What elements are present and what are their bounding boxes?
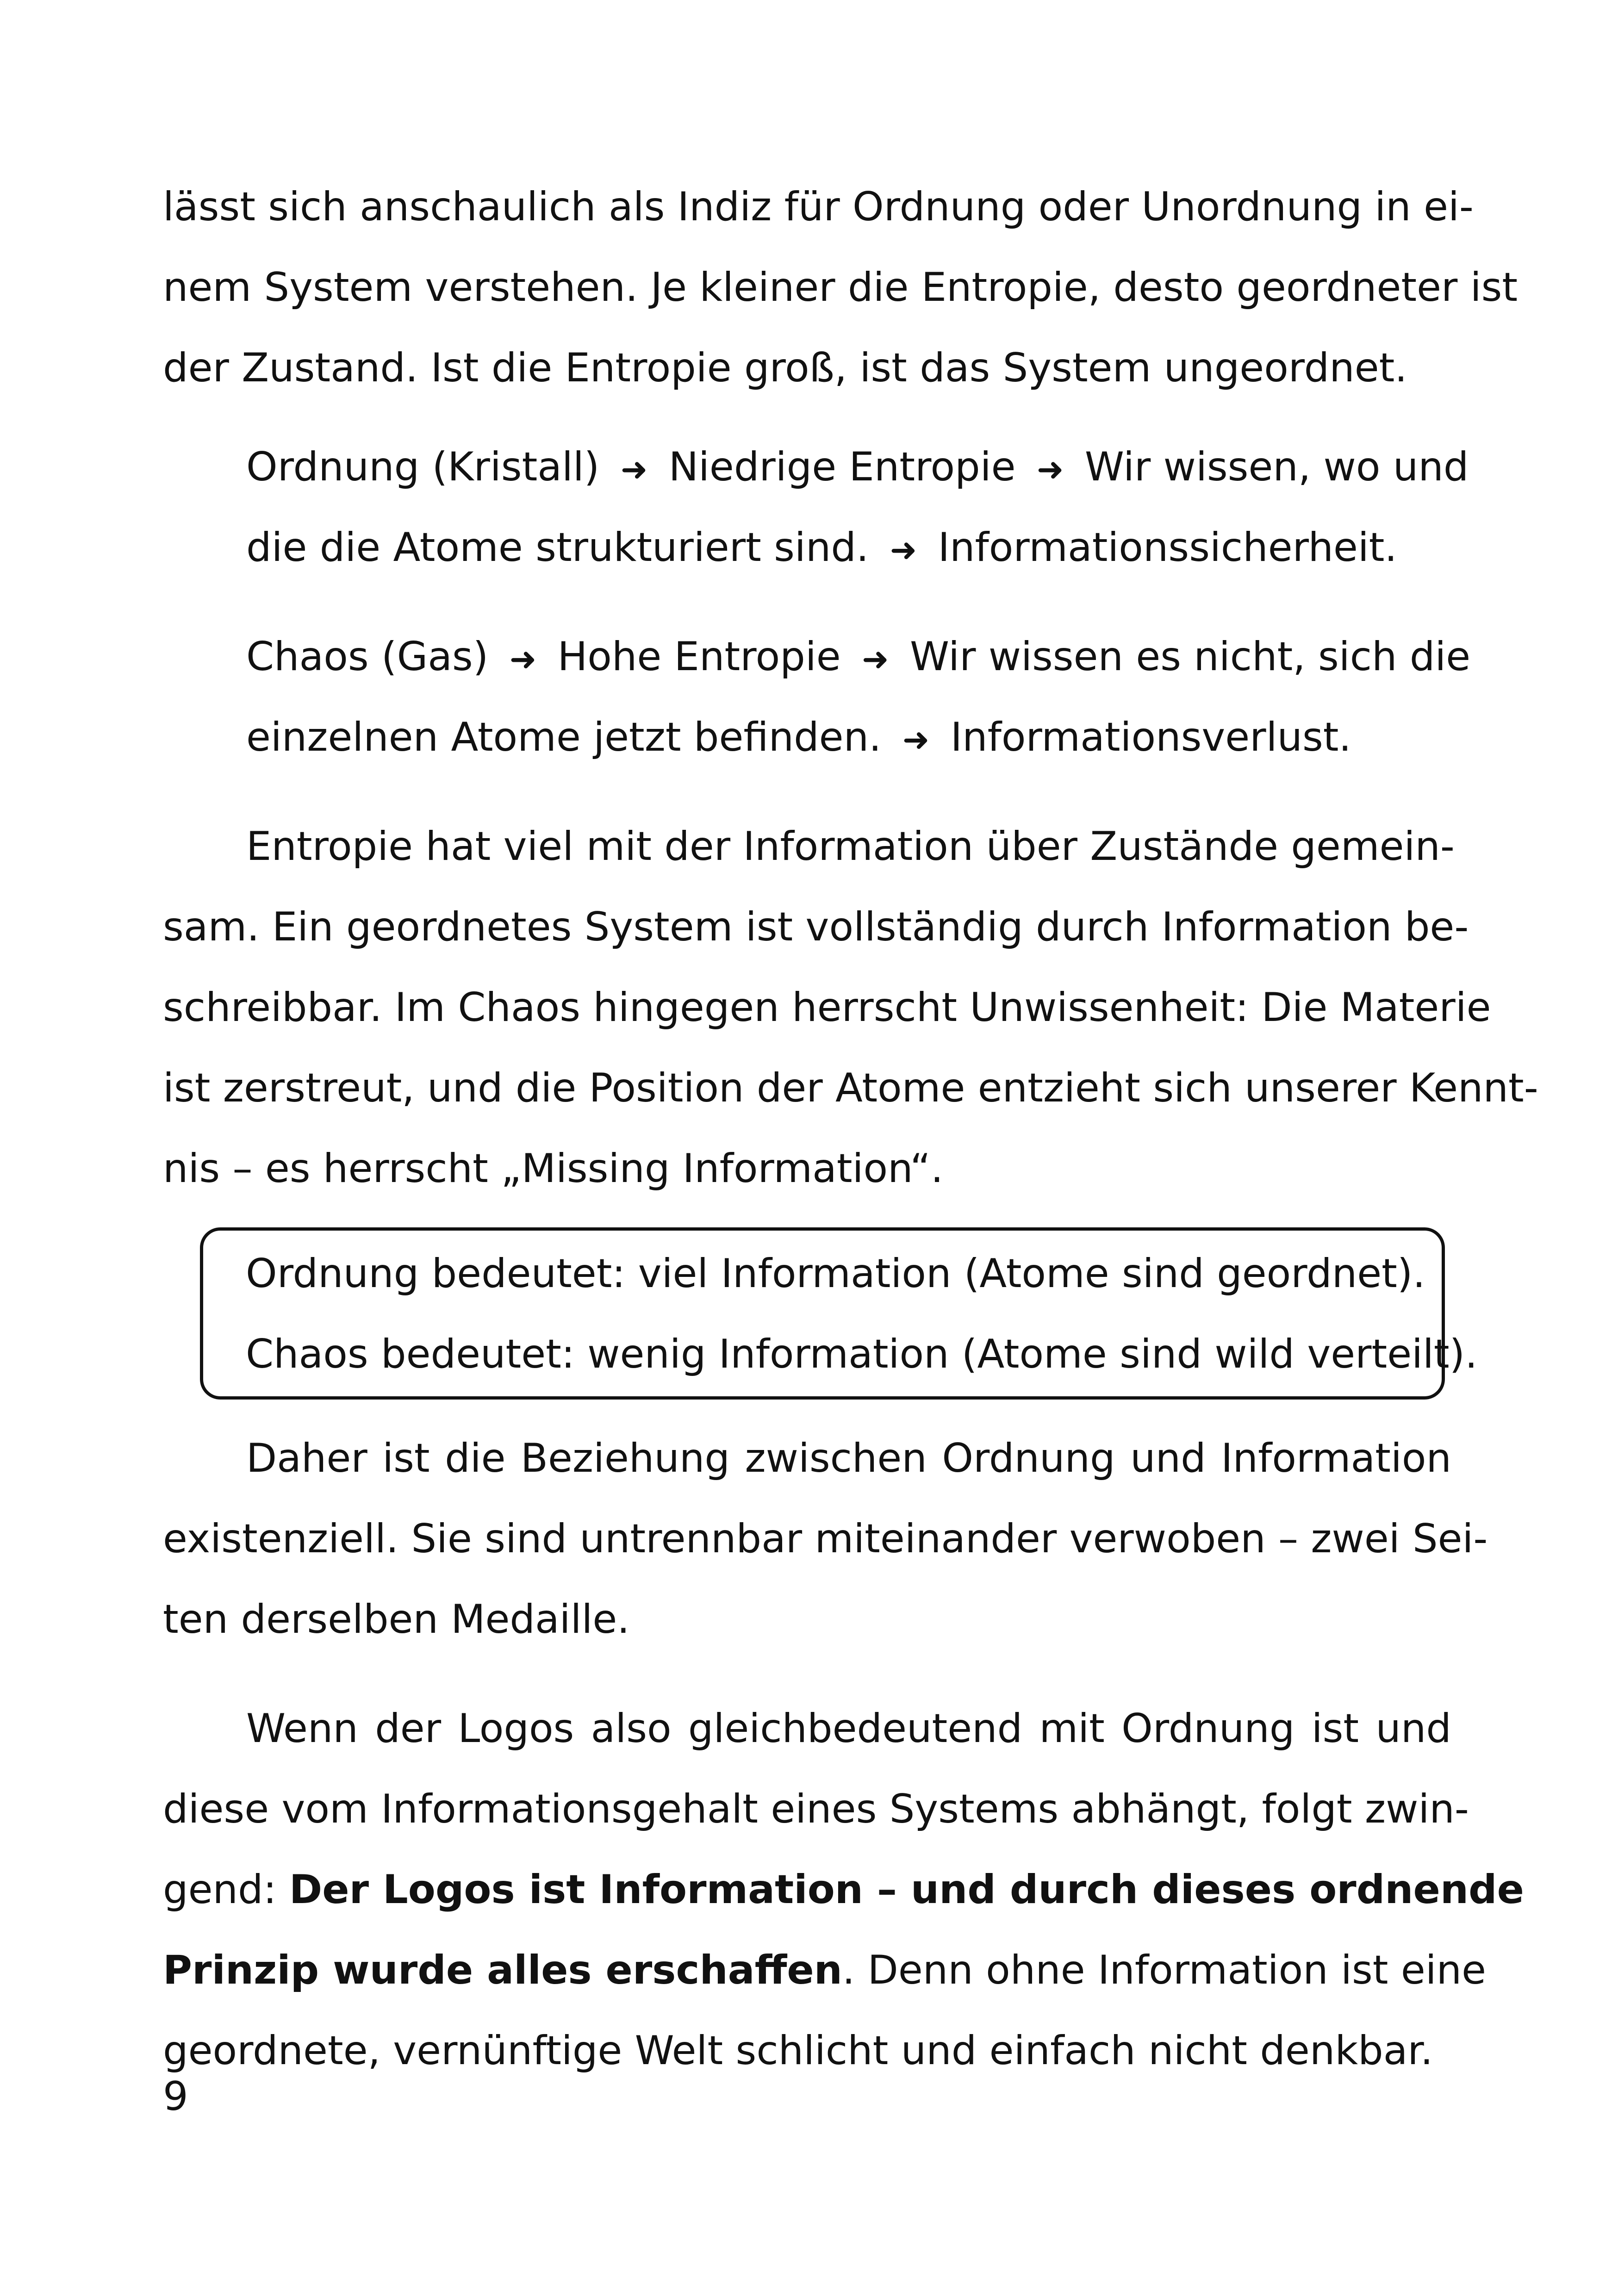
summary-box-line-1: Ordnung bedeutet: viel Information (Atome sind geordnet).	[246, 1251, 1425, 1297]
order-block	[163, 427, 1469, 588]
summary-box-line-2: Chaos bedeutet: wenig Information (Atome sind wild verteilt).	[246, 1331, 1478, 1377]
paragraph-1	[163, 167, 1518, 408]
order-block-part-4: die die Atome strukturiert sind.	[246, 524, 869, 571]
paragraph-4-line-4-suffix: . Denn ohne Information ist eine	[842, 1947, 1487, 1993]
paragraph-4-line-5: geordnete, vernünftige Welt schlicht und einfach nicht denkbar.	[163, 2028, 1433, 2074]
paragraph-4-line-3	[163, 1849, 1524, 1930]
paragraph-2-line-4: ist zerstreut, und die Position der Atome entzieht sich unserer Kennt-	[163, 1065, 1538, 1111]
order-block-part-5: Informationssicherheit.	[938, 524, 1397, 571]
order-block-part-2: Niedrige Entropie	[668, 444, 1016, 490]
paragraph-2-line-5: nis – es herrscht „Missing Information“.	[163, 1145, 944, 1192]
arrow-right-icon: ➜	[902, 721, 930, 759]
paragraph-2	[163, 806, 1538, 1209]
arrow-right-icon: ➜	[509, 640, 537, 678]
paragraph-4-line-2: diese vom Informationsgehalt eines Systems abhängt, folgt zwin-	[163, 1786, 1469, 1832]
paragraph-3-line-2: existenziell. Sie sind untrennbar miteinander verwoben – zwei Sei-	[163, 1516, 1488, 1562]
paragraph-4-line-4-bold: Prinzip wurde alles erschaffen	[163, 1947, 842, 1993]
chaos-block-part-4: einzelnen Atome jetzt befinden.	[246, 714, 882, 760]
arrow-right-icon: ➜	[1036, 450, 1064, 488]
paragraph-4-line-3-bold: Der Logos ist Information – und durch dieses ordnende	[289, 1867, 1524, 1913]
paragraph-1-line-1: lässt sich anschaulich als Indiz für Ordnung oder Unordnung in ei-	[163, 184, 1474, 230]
arrow-right-icon: ➜	[862, 640, 889, 678]
paragraph-4-line-3-prefix: gend:	[163, 1867, 289, 1913]
chaos-block-part-2: Hohe Entropie	[557, 634, 841, 680]
paragraph-3-line-3: ten derselben Medaille.	[163, 1596, 630, 1643]
order-block-line-2	[163, 507, 1451, 588]
summary-box	[200, 1227, 1478, 1400]
arrow-right-icon: ➜	[620, 450, 648, 488]
paragraph-2-line-2: sam. Ein geordnetes System ist vollständig durch Information be-	[163, 904, 1469, 950]
arrow-right-icon: ➜	[890, 531, 917, 569]
paragraph-4-line-4	[163, 1930, 1487, 2010]
paragraph-1-line-3: der Zustand. Ist die Entropie groß, ist das System ungeordnet.	[163, 345, 1407, 391]
paragraph-3-line-1: Daher ist die Beziehung zwischen Ordnung und Information	[246, 1435, 1451, 1481]
chaos-block-part-3: Wir wissen es nicht, sich die	[910, 634, 1471, 680]
paragraph-2-line-1: Entropie hat viel mit der Information über Zustände gemein-	[246, 823, 1455, 870]
chaos-block-part-1: Chaos (Gas)	[246, 634, 489, 680]
paragraph-2-line-3: schreibbar. Im Chaos hingegen herrscht Unwissenheit: Die Materie	[163, 984, 1491, 1031]
order-block-part-1: Ordnung (Kristall)	[246, 444, 600, 490]
chaos-block-part-5: Informationsverlust.	[950, 714, 1351, 760]
chaos-block-line-1	[163, 616, 1471, 697]
chaos-block-line-2	[163, 697, 1451, 778]
paragraph-1-line-2: nem System verstehen. Je kleiner die Entropie, desto geordneter ist	[163, 264, 1518, 311]
paragraph-4-line-1: Wenn der Logos also gleichbedeutend mit Ordnung ist und	[246, 1705, 1451, 1752]
order-block-line-1	[163, 427, 1469, 507]
order-block-part-3: Wir wissen, wo und	[1084, 444, 1469, 490]
paragraph-3	[163, 1418, 1488, 1660]
paragraph-4	[163, 1688, 1524, 2091]
chaos-block	[163, 616, 1471, 778]
page-body	[163, 167, 1538, 2091]
page-number: 9	[163, 2073, 188, 2120]
